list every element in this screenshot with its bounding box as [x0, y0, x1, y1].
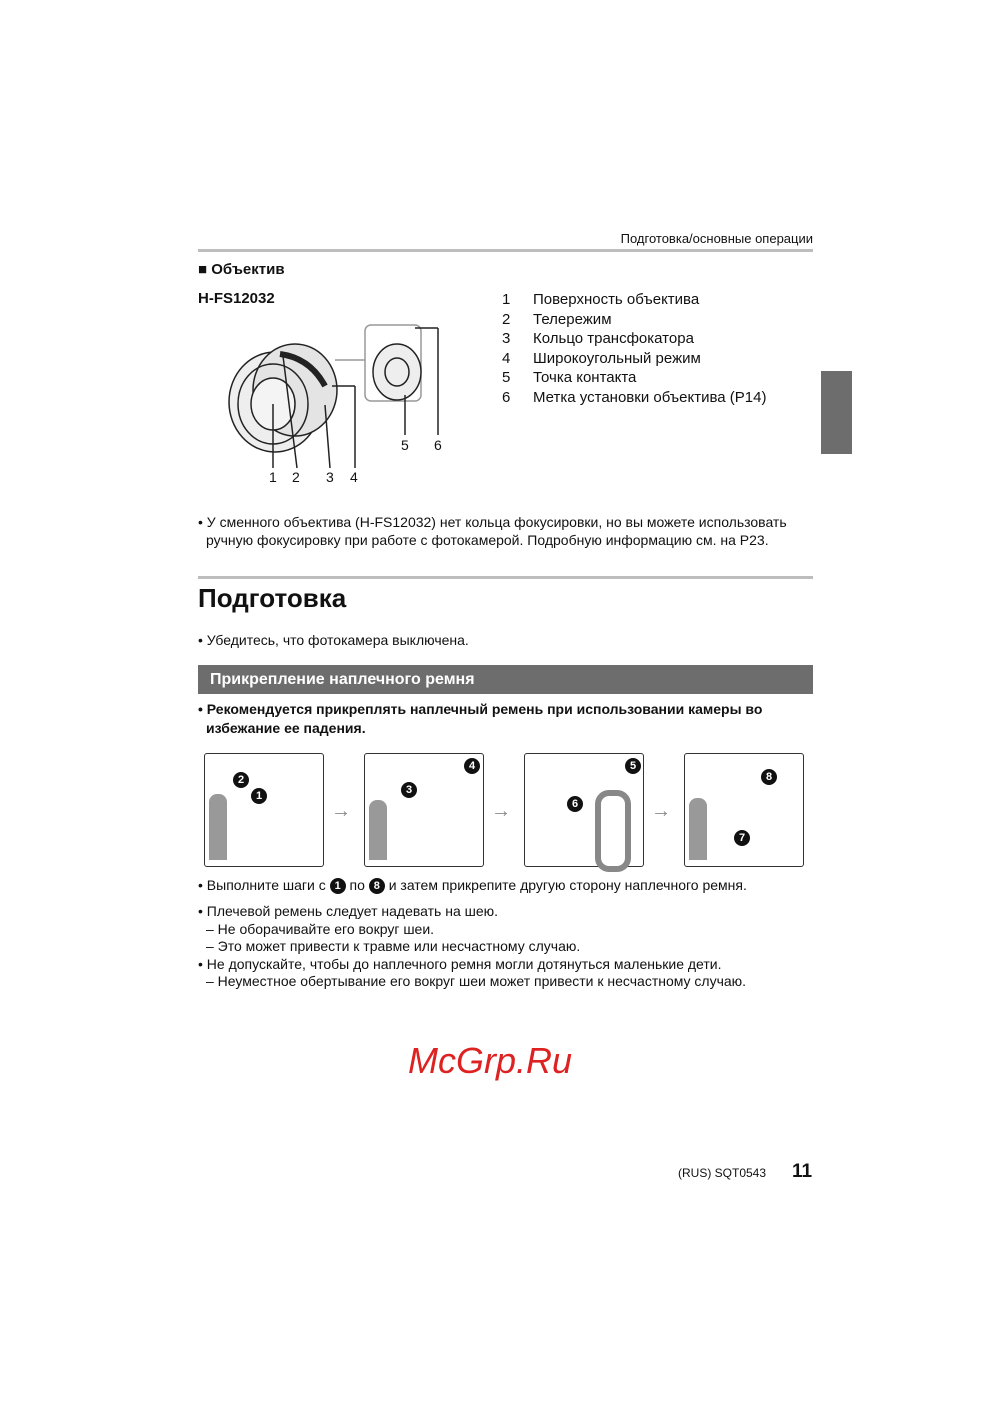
divider: [198, 576, 813, 579]
strap-loop-icon: [595, 790, 631, 872]
square-bullet-icon: ■: [198, 261, 212, 278]
lens-parts-list: [502, 290, 766, 407]
item-number: 4: [502, 349, 511, 367]
list-item: [502, 368, 766, 388]
steps-instruction: [198, 876, 747, 894]
watermark: McGrp.Ru: [408, 1040, 573, 1081]
callout-3: 3: [326, 469, 334, 485]
text: и затем прикрепите другую сторону наплечного ремня.: [388, 877, 747, 893]
rec-line: • Рекомендуется прикреплять наплечный ремень при использовании камеры во: [198, 701, 763, 717]
item-label: Широкоугольный режим: [533, 349, 701, 367]
page-number: 11: [792, 1161, 813, 1182]
lens-heading: [198, 261, 285, 278]
list-item: [502, 310, 766, 330]
camera-body-icon: [209, 794, 227, 860]
step-number: 4: [464, 758, 480, 774]
warning-line: • Плечевой ремень следует надевать на шею.: [198, 903, 499, 919]
note-line: ручную фокусировку при работе с фотокамерой. Подробную информацию см. на P23.: [206, 532, 769, 548]
arrow-icon: →: [651, 800, 671, 822]
list-item: [502, 349, 766, 369]
item-label: Метка установки объектива (P14): [533, 388, 767, 406]
list-item: [502, 388, 766, 408]
step-number: 1: [251, 788, 267, 804]
text: по: [349, 877, 365, 893]
warning-line: – Неуместное обертывание его вокруг шеи может привести к несчастному случаю.: [206, 973, 747, 989]
step-number: 7: [734, 830, 750, 846]
step-number: 6: [567, 796, 583, 812]
step-number: 5: [625, 758, 641, 774]
step-number: 2: [233, 772, 249, 788]
chapter-tab: [821, 371, 852, 454]
note-line: • У сменного объектива (H-FS12032) нет кольца фокусировки, но вы можете использовать: [198, 514, 787, 530]
strap-step-2: [364, 753, 484, 867]
warning-line: • Не допускайте, чтобы до наплечного ремня могли дотянуться маленькие дети.: [198, 955, 722, 972]
strap-step-4: [684, 753, 804, 867]
lens-note: [198, 513, 787, 549]
item-number: 6: [502, 388, 511, 406]
strap-recommendation: [198, 700, 762, 738]
item-label: Точка контакта: [533, 369, 637, 386]
item-number: 2: [502, 310, 511, 328]
callout-6: 6: [434, 437, 442, 453]
strap-step-3: [524, 753, 644, 867]
prep-note: • Убедитесь, что фотокамера выключена.: [198, 632, 469, 648]
prep-title: Подготовка: [198, 583, 347, 613]
strap-warnings: [198, 903, 746, 991]
lens-heading-text: Объектив: [211, 261, 285, 278]
step-number: 3: [401, 782, 417, 798]
arrow-icon: →: [331, 800, 351, 822]
text: • Выполните шаги с: [198, 877, 326, 893]
strap-step-1: [204, 753, 324, 867]
callout-1: 1: [269, 469, 277, 485]
camera-body-icon: [369, 800, 387, 860]
step-number: 1: [330, 878, 346, 894]
item-label: Кольцо трансфокатора: [533, 330, 694, 347]
step-number: 8: [369, 878, 385, 894]
callout-2: 2: [292, 469, 300, 485]
item-number: 1: [502, 291, 511, 308]
arrow-icon: →: [491, 800, 511, 822]
doc-code: (RUS) SQT0543: [678, 1166, 767, 1180]
lens-model: H-FS12032: [198, 290, 275, 307]
step-number: 8: [761, 769, 777, 785]
item-number: 3: [502, 330, 511, 347]
rec-line: избежание ее падения.: [206, 720, 366, 736]
warning-line: – Это может привести к травме или несчастному случаю.: [206, 938, 581, 954]
callout-5: 5: [401, 437, 409, 453]
item-label: Поверхность объектива: [533, 291, 700, 308]
callout-4: 4: [350, 469, 358, 485]
strap-section-band: Прикрепление наплечного ремня: [198, 665, 813, 694]
divider: [198, 249, 813, 252]
warning-line: – Не оборачивайте его вокруг шеи.: [206, 920, 435, 937]
list-item: [502, 290, 766, 310]
lens-diagram: [225, 320, 450, 490]
item-label: Телережим: [533, 310, 612, 328]
section-header: Подготовка/основные операции: [620, 231, 813, 246]
list-item: [502, 329, 766, 349]
camera-body-icon: [689, 798, 707, 860]
item-number: 5: [502, 369, 511, 386]
